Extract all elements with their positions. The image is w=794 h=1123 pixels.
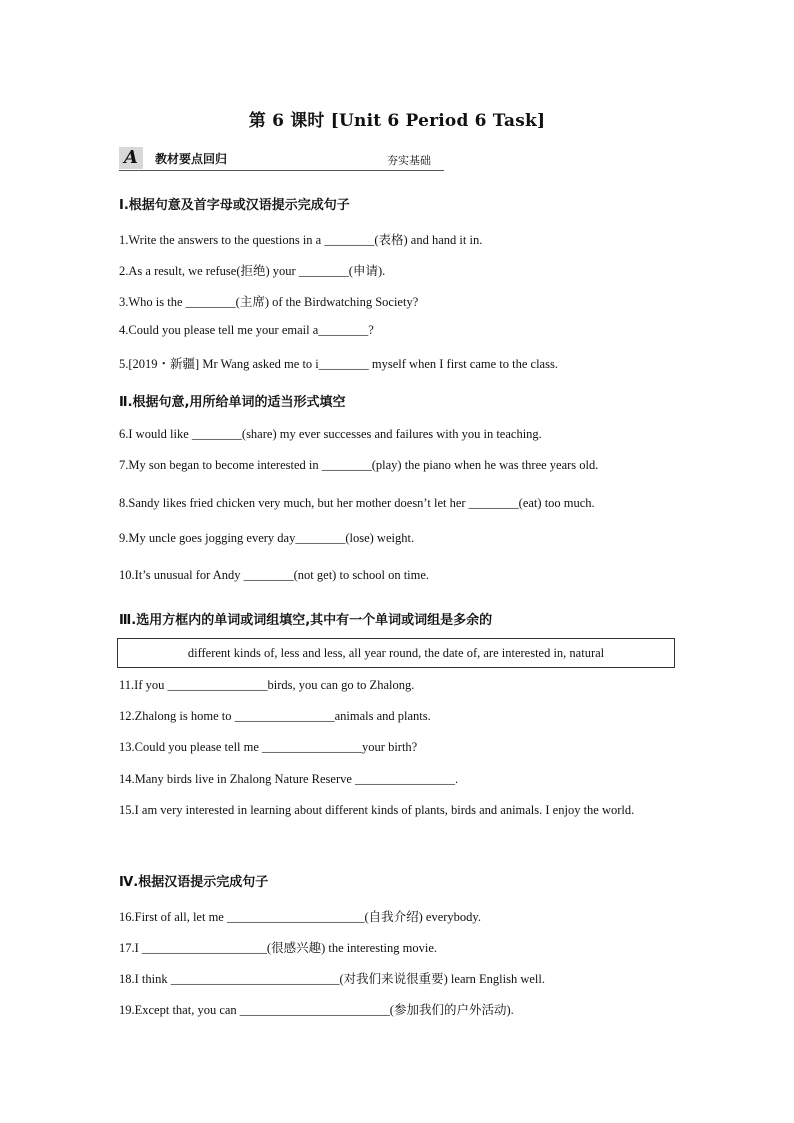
question-10: 10.It’s unusual for Andy ________(not get) to school on time. xyxy=(119,568,430,582)
question-6: 6.I would like ________(share) my ever successes and failures with you in teaching. xyxy=(119,427,542,441)
question-7: 7.My son began to become interested in ________(play) the piano when he was three years old. xyxy=(119,458,599,472)
section-badge xyxy=(119,145,444,171)
question-8: 8.Sandy likes fried chicken very much, but her mother doesn’t let her ________(eat) too much. xyxy=(119,496,595,510)
question-14: 14.Many birds live in Zhalong Nature Reserve ________________. xyxy=(119,772,459,786)
section-heading-2: Ⅱ.根据句意,用所给单词的适当形式填空 xyxy=(119,395,346,410)
badge-letter: A xyxy=(119,147,143,169)
question-12: 12.Zhalong is home to ________________animals and plants. xyxy=(119,709,431,723)
page-title: 第 6 课时 [Unit 6 Period 6 Task] xyxy=(248,111,546,131)
badge-tag: 夯实基础 xyxy=(387,154,431,167)
badge-divider xyxy=(119,170,444,171)
question-5: 5.[2019・新疆] Mr Wang asked me to i________ myself when I first came to the class. xyxy=(119,357,558,371)
section-heading-1: Ⅰ.根据句意及首字母或汉语提示完成句子 xyxy=(119,198,350,213)
question-17: 17.I ____________________(很感兴趣) the interesting movie. xyxy=(119,941,438,955)
badge-label: 教材要点回归 xyxy=(155,152,228,166)
question-16: 16.First of all, let me ______________________(自我介绍) everybody. xyxy=(119,910,481,924)
question-13: 13.Could you please tell me ________________your birth? xyxy=(119,740,418,754)
question-18: 18.I think ___________________________(对我们来说很重要) learn English well. xyxy=(119,972,546,986)
word-box: different kinds of, less and less, all year round, the date of, are interested in, natural xyxy=(117,638,675,668)
section-heading-4: Ⅳ.根据汉语提示完成句子 xyxy=(119,875,269,890)
question-9: 9.My uncle goes jogging every day________(lose) weight. xyxy=(119,531,415,545)
question-19: 19.Except that, you can ________________________(参加我们的户外活动). xyxy=(119,1003,514,1017)
question-11: 11.If you ________________birds, you can go to Zhalong. xyxy=(119,678,415,692)
question-1: 1.Write the answers to the questions in a ________(表格) and hand it in. xyxy=(119,233,483,247)
question-3: 3.Who is the ________(主席) of the Birdwatching Society? xyxy=(119,295,419,309)
question-4: 4.Could you please tell me your email a________? xyxy=(119,323,374,337)
question-15: 15.I am very interested in learning about different kinds of plants, birds and animals. I enjoy the world. xyxy=(119,803,635,817)
question-2: 2.As a result, we refuse(拒绝) your ________(申请). xyxy=(119,264,386,278)
section-heading-3: Ⅲ.选用方框内的单词或词组填空,其中有一个单词或词组是多余的 xyxy=(119,613,493,628)
